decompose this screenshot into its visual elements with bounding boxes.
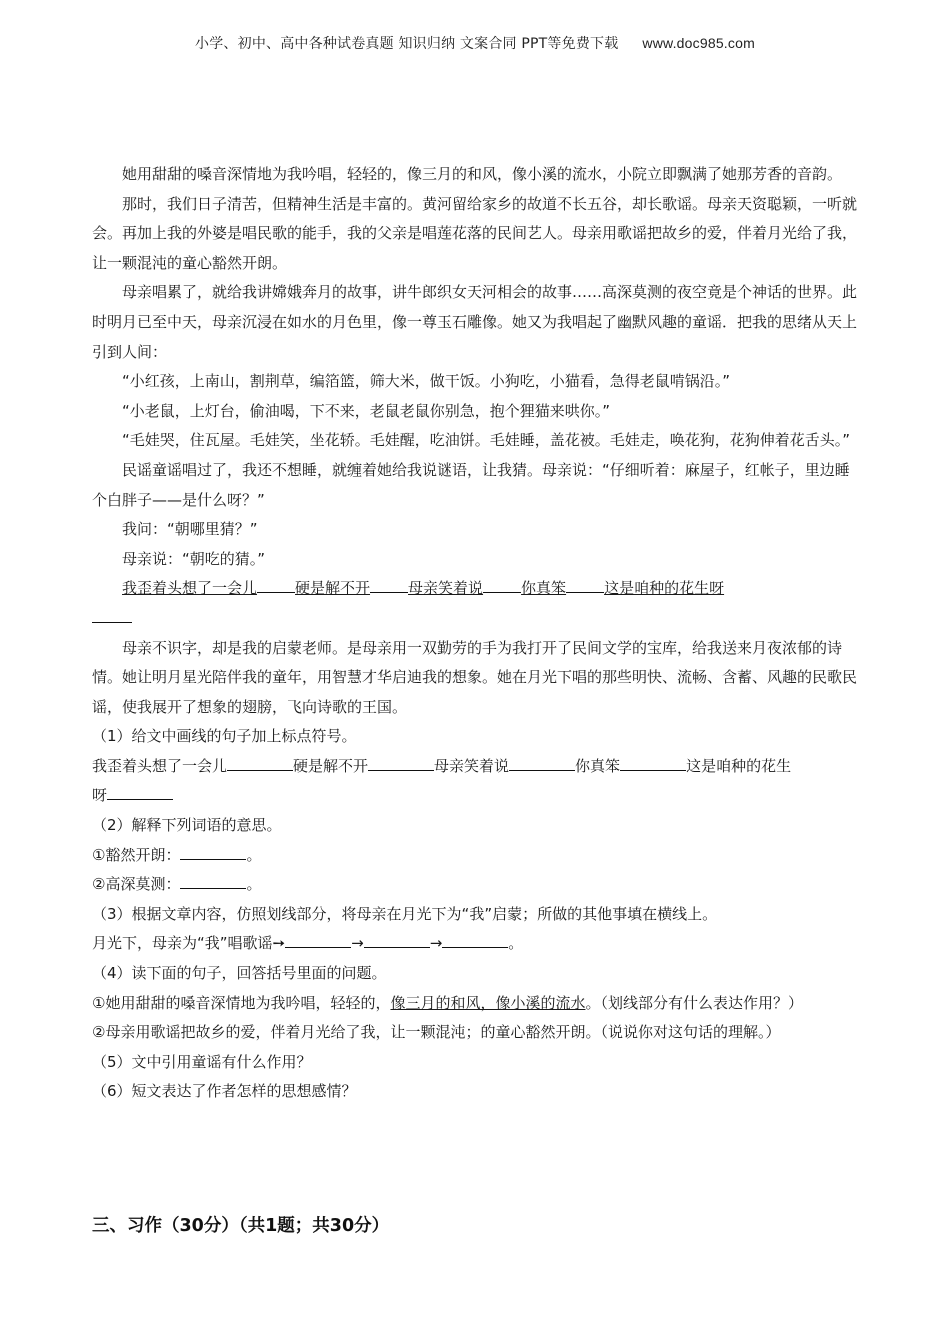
q1-seg: 硬是解不开 bbox=[293, 756, 369, 775]
page-header bbox=[0, 33, 950, 53]
q1-seg: 你真笨 bbox=[575, 756, 621, 775]
q1-seg: 呀 bbox=[92, 786, 108, 805]
question-5: （5）文中引用童谣有什么作用？ bbox=[92, 1052, 312, 1071]
underlined-seg-2: 硬是解不开 bbox=[295, 579, 371, 598]
question-3: （3）根据文章内容，仿照划线部分，将母亲在月光下为“我”启蒙；所做的其他事填在横线上。 bbox=[92, 904, 718, 923]
underlined-sentence bbox=[92, 574, 858, 604]
arrow-icon: → bbox=[429, 934, 443, 953]
question-2b bbox=[92, 870, 858, 900]
blank bbox=[92, 608, 132, 623]
underlined-sentence-tail bbox=[92, 604, 858, 634]
question-3-line bbox=[92, 929, 858, 959]
arrow-icon: ➙ bbox=[272, 934, 286, 953]
answer-blank[interactable] bbox=[107, 783, 173, 801]
answer-blank[interactable] bbox=[368, 753, 434, 771]
question-1-sentence bbox=[92, 752, 858, 782]
blank bbox=[257, 576, 295, 594]
answer-blank[interactable] bbox=[285, 931, 351, 949]
nursery-rhyme-2: “小老鼠，上灯台，偷油喝，下不来，老鼠老鼠你别急，抱个狸猫来哄你。” bbox=[122, 401, 611, 420]
question-2: （2）解释下列词语的意思。 bbox=[92, 816, 282, 835]
period: 。 bbox=[246, 875, 262, 894]
q4a-text: ①她用甜甜的嗓音深情地为我吟唱，轻轻的， bbox=[92, 993, 391, 1012]
arrow-icon: → bbox=[351, 934, 364, 953]
period: 。 bbox=[508, 934, 524, 953]
question-1-sentence-end bbox=[92, 781, 858, 811]
answer-blank[interactable] bbox=[442, 931, 508, 949]
question-4a bbox=[92, 989, 858, 1019]
q4a-underlined: 像三月的和风，像小溪的流水 bbox=[390, 993, 586, 1012]
header-text: 小学、初中、高中各种试卷真题 知识归纳 文案合同 PPT等免费下载 bbox=[195, 36, 619, 52]
question-2a bbox=[92, 841, 858, 871]
q1-seg: 我歪着头想了一会儿 bbox=[92, 756, 228, 775]
q3-label: 月光下，母亲为“我”唱歌谣 bbox=[92, 934, 273, 953]
section-heading: 三、习作（30分）（共1题；共30分） bbox=[92, 1216, 390, 1236]
nursery-rhyme-3: “毛娃哭，住瓦屋。毛娃笑，坐花轿。毛娃醒，吃油饼。毛娃睡，盖花被。毛娃走，唤花狗，花狗伸着花舌头。” bbox=[122, 431, 851, 450]
question-6: （6）短文表达了作者怎样的思想感情？ bbox=[92, 1082, 357, 1101]
header-site: www.doc985.com bbox=[642, 35, 755, 51]
q1-seg: 母亲笑着说 bbox=[434, 756, 510, 775]
document-body bbox=[92, 160, 858, 1107]
blank bbox=[370, 576, 408, 594]
q1-seg: 这是咱种的花生 bbox=[686, 756, 792, 775]
q2b-label: ②高深莫测： bbox=[92, 875, 181, 894]
paragraph-5: 母亲不识字，却是我的启蒙老师。是母亲用一双勤劳的手为我打开了民间文学的宝库，给我送来月夜浓郁的诗情。她让明月星光陪伴我的童年，用智慧才华启迪我的想象。她在月光下唱的那些明快、流畅、含蓄、风趣的民歌民谣，使我展开了想象的翅膀，飞向诗歌的王国。 bbox=[92, 638, 858, 716]
q4a-text: 。（划线部分有什么表达作用？） bbox=[585, 993, 803, 1012]
question-4: （4）读下面的句子，回答括号里面的问题。 bbox=[92, 964, 387, 983]
answer-blank[interactable] bbox=[180, 842, 246, 860]
dialogue-answer: 母亲说：“朝吃的猜。” bbox=[122, 549, 266, 568]
question-4b: ②母亲用歌谣把故乡的爱，伴着月光给了我，让一颗混沌；的童心豁然开朗。（说说你对这句话的理解。） bbox=[92, 1023, 781, 1042]
q2a-label: ①豁然开朗： bbox=[92, 845, 181, 864]
question-1: （1）给文中画线的句子加上标点符号。 bbox=[92, 727, 357, 746]
paragraph-4: 民谣童谣唱过了，我还不想睡，就缠着她给我说谜语，让我猜。母亲说：“仔细听着：麻屋子，红帐子，里边睡个白胖子——是什么呀？” bbox=[92, 460, 850, 509]
underlined-seg-4: 你真笨 bbox=[521, 579, 567, 598]
blank bbox=[566, 576, 604, 594]
answer-blank[interactable] bbox=[620, 753, 686, 771]
answer-blank[interactable] bbox=[180, 872, 246, 890]
answer-blank[interactable] bbox=[364, 931, 430, 949]
paragraph-1: 她用甜甜的嗓音深情地为我吟唱，轻轻的，像三月的和风，像小溪的流水，小院立即飘满了她那芳香的音韵。 bbox=[122, 165, 843, 183]
paragraph-3: 母亲唱累了，就给我讲嫦娥奔月的故事，讲牛郎织女天河相会的故事……高深莫测的夜空竟是个神话的世界。此时明月已至中天，母亲沉浸在如水的月色里，像一尊玉石雕像。她又为我唱起了幽默风趣的童谣．把我的思绪从天上引到人间： bbox=[92, 283, 858, 361]
nursery-rhyme-1: “小红孩，上南山，割荆草，编箔篮，筛大米，做干饭。小狗吃，小猫看，急得老鼠啃锅沿。” bbox=[122, 372, 731, 391]
answer-blank[interactable] bbox=[227, 753, 293, 771]
underlined-seg-3: 母亲笑着说 bbox=[408, 579, 484, 598]
underlined-seg-5: 这是咱种的花生呀 bbox=[604, 579, 725, 598]
dialogue-ask: 我问：“朝哪里猜？” bbox=[122, 520, 258, 539]
blank bbox=[483, 576, 521, 594]
paragraph-2: 那时，我们日子清苦，但精神生活是丰富的。黄河留给家乡的故道不长五谷，却长歌谣。母亲天资聪颖，一听就会。再加上我的外婆是唱民歌的能手，我的父亲是唱莲花落的民间艺人。母亲用歌谣把故乡的爱，伴着月光给了我，让一颗混沌的童心豁然开朗。 bbox=[92, 194, 858, 272]
period: 。 bbox=[246, 845, 262, 864]
answer-blank[interactable] bbox=[509, 753, 575, 771]
underlined-seg-1: 我歪着头想了一会儿 bbox=[122, 579, 258, 598]
